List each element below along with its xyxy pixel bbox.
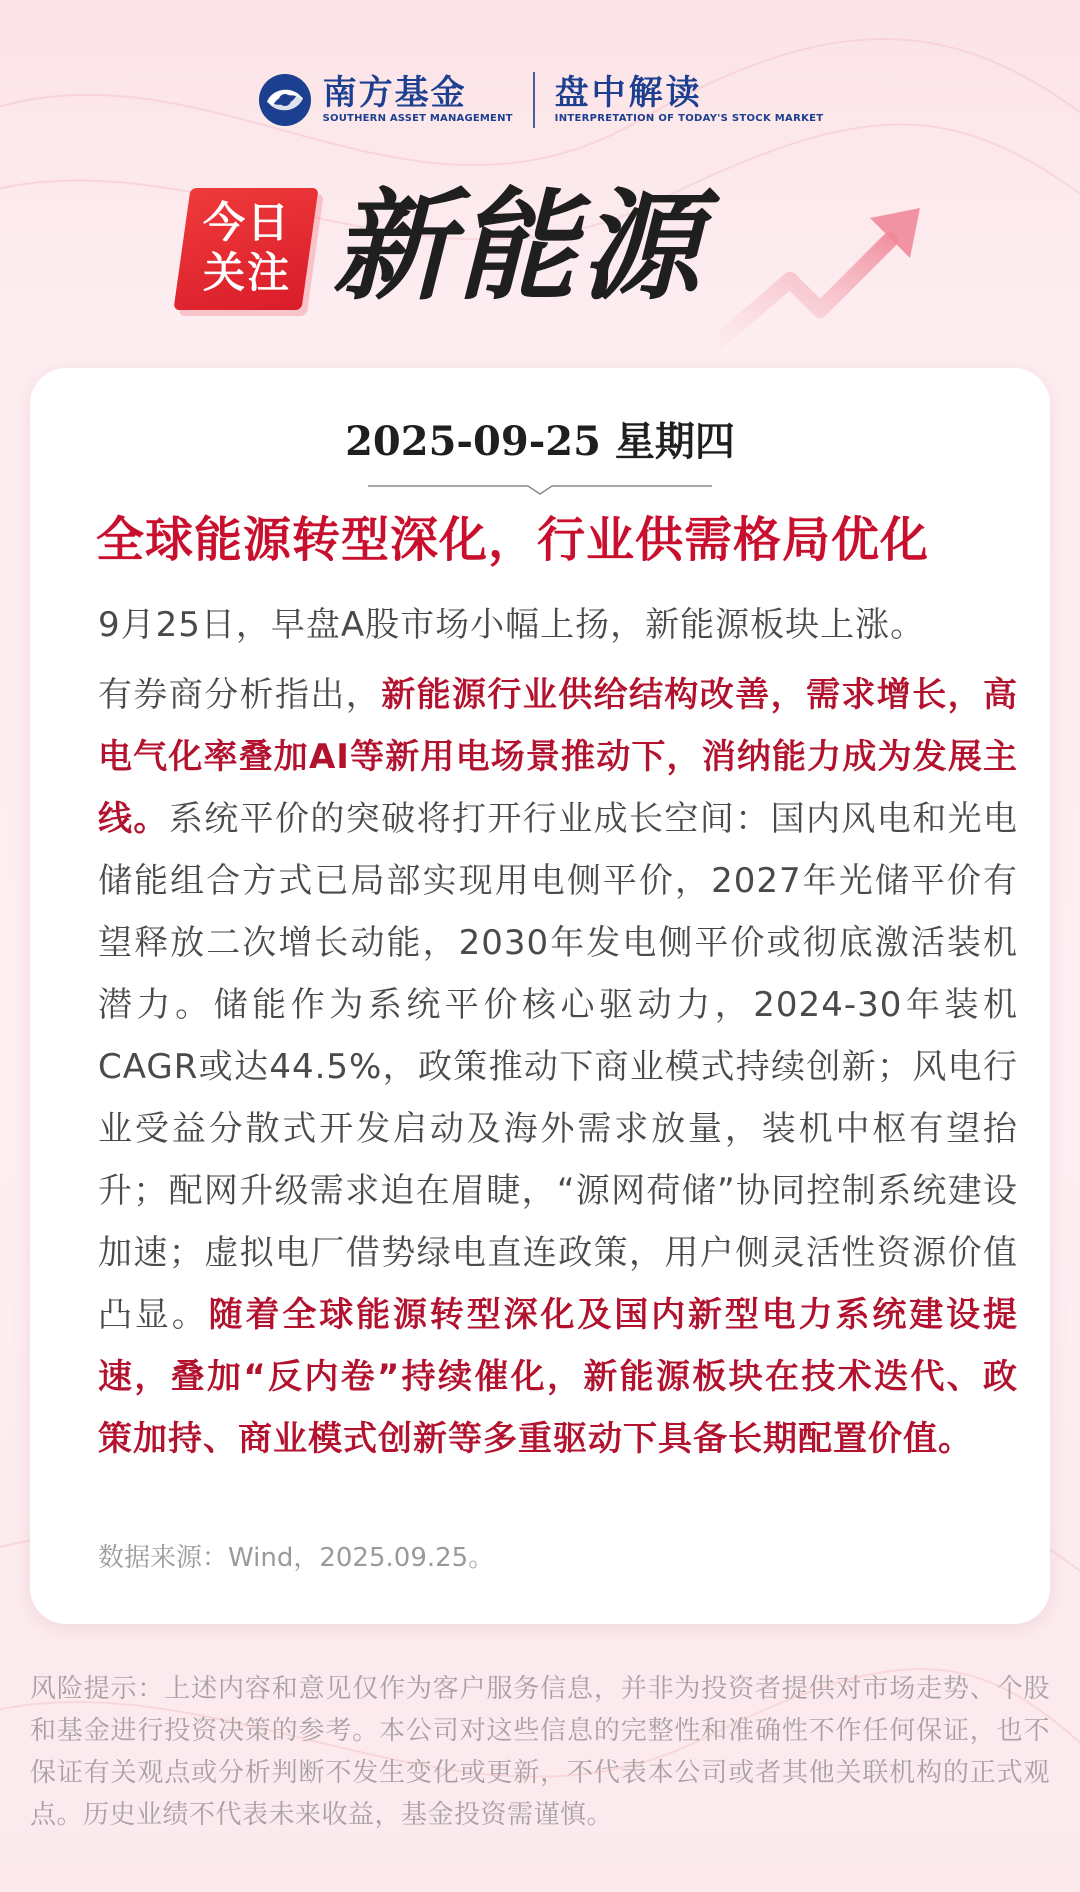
page-title: 新能源 [332, 178, 704, 317]
content-card [30, 368, 1050, 1624]
highlight-2: 随着全球能源转型深化及国内新型电力系统建设提速，叠加“反内卷”持续催化，新能源板块在技术迭代、政策加持、商业模式创新等多重驱动下具备长期配置价值。 [98, 1295, 1018, 1459]
today-focus-badge-text [192, 198, 302, 298]
badge-line-1: 今日 [202, 198, 291, 247]
headline: 全球能源转型深化，行业供需格局优化 [96, 512, 930, 568]
paragraph-2 [98, 664, 1018, 1470]
header-divider [533, 72, 535, 128]
brand-name-cn: 南方基金 [322, 73, 467, 113]
rising-arrow-icon [720, 200, 930, 350]
risk-disclaimer: 风险提示：上述内容和意见仅作为客户服务信息，并非为投资者提供对市场走势、个股和基金进行投资决策的参考。本公司对这些信息的完整性和准确性不作任何保证，也不保证有关观点或分析判断不发生变化或更新，不代表本公司或者其他关联机构的正式观点。历史业绩不代表未来收益，基金投资需谨慎。 [30, 1674, 1050, 1830]
brand [257, 72, 513, 128]
paragraph-2-intro: 有券商分析指出， [98, 675, 382, 715]
paragraph-2-body: 系统平价的突破将打开行业成长空间：国内风电和光电储能组合方式已局部实现用电侧平价，2027年光储平价有望释放二次增长动能，2030年发电侧平价或彻底激活装机潜力。储能作为系统平价核心驱动力，2024-30年装机CAGR或达44.5%，政策推动下商业模式持续创新；风电行业受益分散式开发启动及海外需求放量，装机中枢有望抬升；配网升级需求迫在眉睫，“源网荷储”协同控制系统建设加速；虚拟电厂借势绿电直连政策，用户侧灵活性资源价值凸显。 [98, 799, 1019, 1335]
brand-name-en: SOUTHERN ASSET MANAGEMENT [322, 113, 513, 124]
badge-line-2: 关注 [202, 248, 291, 297]
highlight-1: 新能源行业供给结构改善，需求增长，高电气化率叠加AI等新用电场景推动下，消纳能力成为发展主线。 [98, 675, 1019, 839]
program [555, 74, 824, 126]
data-source: 数据来源：Wind，2025.09.25。 [98, 1543, 495, 1573]
program-name-cn: 盘中解读 [554, 73, 703, 113]
program-name-en: INTERPRETATION OF TODAY'S STOCK MARKET [554, 113, 824, 124]
header [0, 70, 1080, 130]
date-underline [368, 478, 712, 498]
paragraph-1: 9月25日，早盘A股市场小幅上扬，新能源板块上涨。 [98, 605, 926, 645]
southern-fund-logo-icon [257, 72, 313, 128]
report-date: 2025-09-25 星期四 [345, 418, 735, 465]
